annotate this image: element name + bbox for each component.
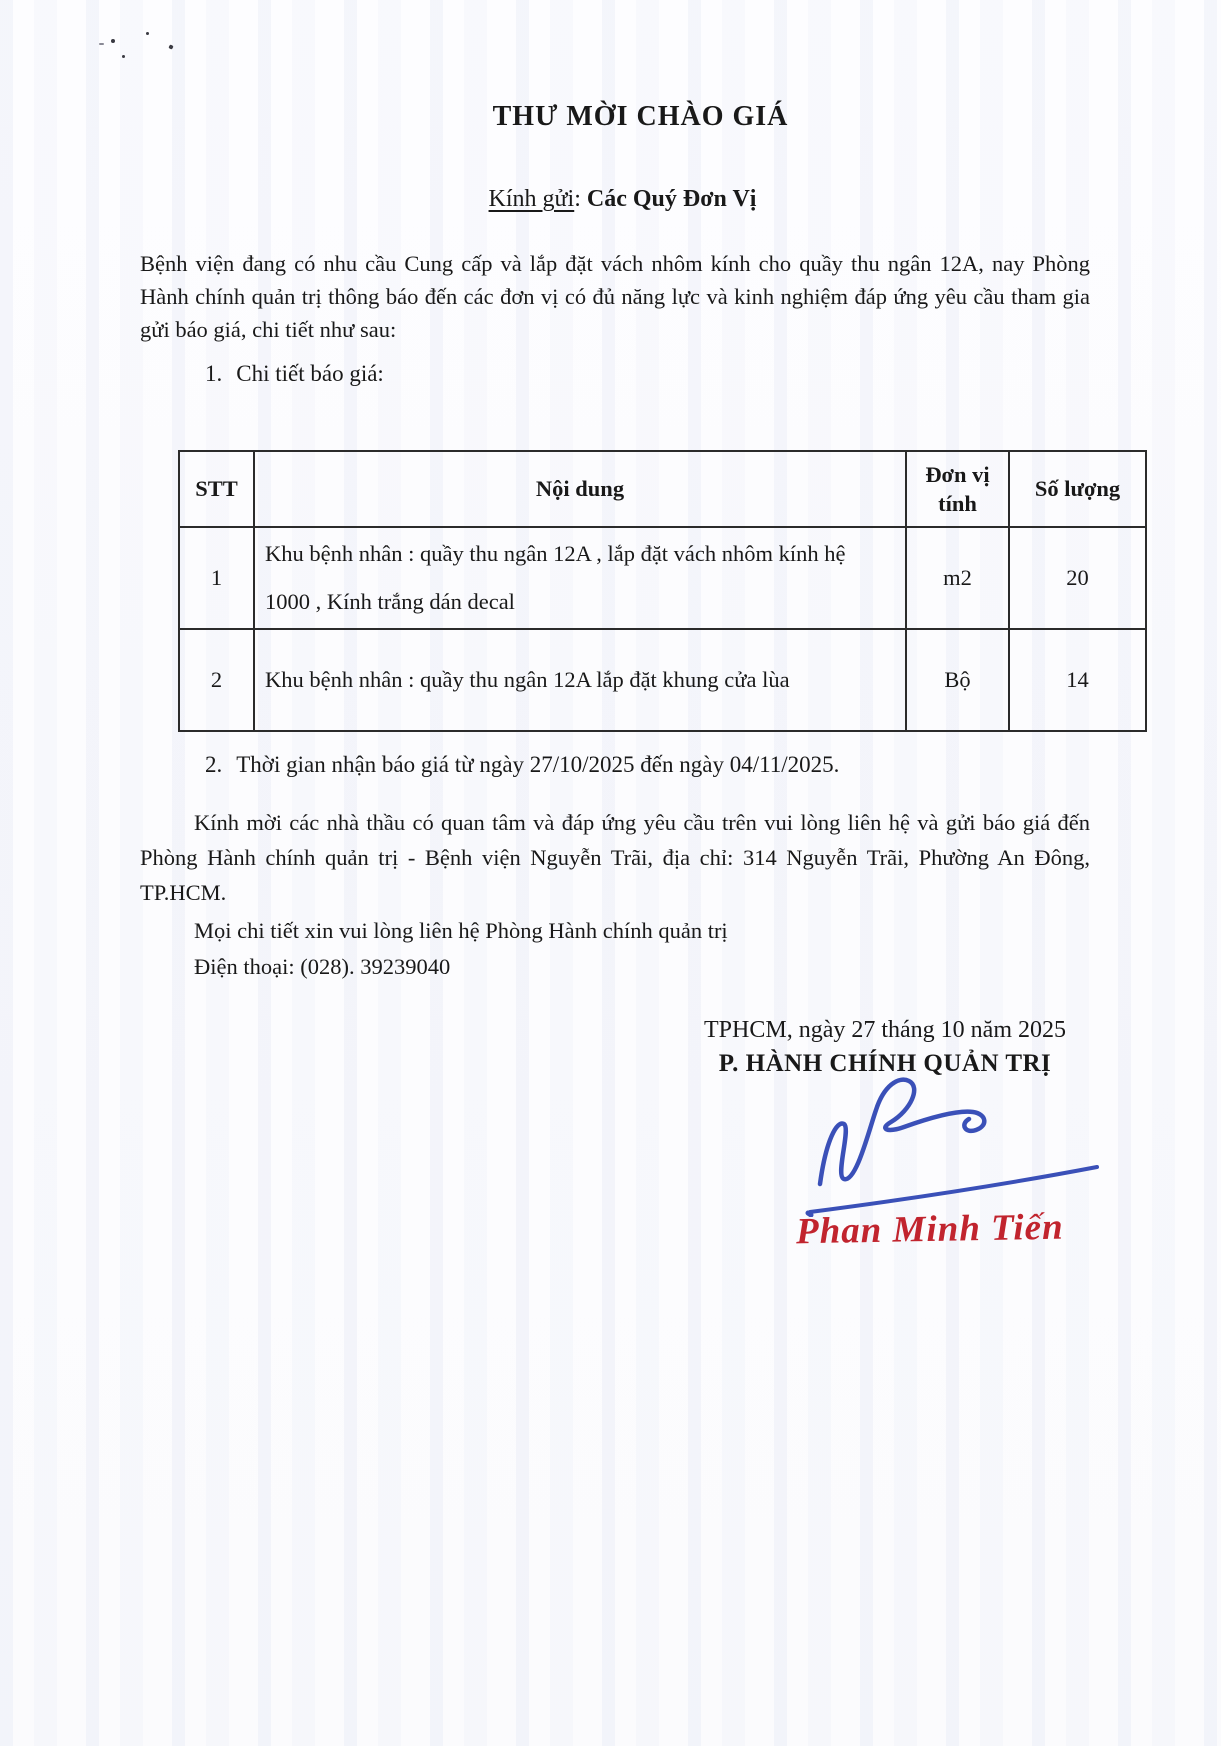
date-line: TPHCM, ngày 27 tháng 10 năm 2025 — [704, 1017, 1066, 1043]
scan-speckle — [99, 43, 104, 45]
list-item-1-text: Chi tiết báo giá: — [236, 361, 384, 386]
row2-stt: 2 — [179, 629, 254, 731]
scan-speckle — [146, 32, 149, 35]
salutation-separator: : — [574, 186, 587, 212]
list-item-2-number: 2. — [205, 752, 223, 777]
row1-stt: 1 — [179, 527, 254, 629]
header-noi-dung: Nội dung — [254, 451, 906, 527]
row1-so-luong: 20 — [1009, 527, 1146, 629]
row2-don-vi-tinh: Bộ — [906, 629, 1009, 731]
scan-speckle — [111, 39, 115, 43]
list-item-1-number: 1. — [205, 361, 223, 386]
list-item-2-text: Thời gian nhận báo giá từ ngày 27/10/2025 đến ngày 04/11/2025. — [236, 752, 840, 777]
list-item-2 — [205, 752, 1095, 778]
table-row — [179, 527, 1146, 629]
salutation-line — [12, 186, 1221, 213]
department-line: P. HÀNH CHÍNH QUẢN TRỊ — [718, 1050, 1052, 1077]
phone-line: Điện thoại: (028). 39239040 — [194, 954, 451, 979]
row1-noi-dung: Khu bệnh nhân : quầy thu ngân 12A , lắp đặt vách nhôm kính hệ 1000 , Kính trắng dán decal — [254, 527, 906, 629]
list-item-1 — [205, 361, 1095, 387]
signer-name-stamp: Phan Minh Tiến — [795, 1206, 1064, 1253]
salutation-recipient: Các Quý Đơn Vị — [586, 186, 757, 212]
salutation-label: Kính gửi — [488, 186, 575, 212]
header-don-vi-tinh: Đơn vị tính — [906, 451, 1009, 527]
table-header-row — [179, 451, 1146, 527]
row2-so-luong: 14 — [1009, 629, 1146, 731]
quote-table — [178, 450, 1147, 732]
signature-block — [640, 1017, 1130, 1078]
scan-speckle — [122, 55, 125, 58]
table-row — [179, 629, 1146, 731]
note-line: Mọi chi tiết xin vui lòng liên hệ Phòng Hành chính quản trị — [194, 918, 728, 943]
scan-speckle — [168, 44, 173, 49]
header-stt: STT — [179, 451, 254, 527]
row1-don-vi-tinh: m2 — [906, 527, 1009, 629]
row2-noi-dung: Khu bệnh nhân : quầy thu ngân 12A lắp đặt khung cửa lùa — [254, 629, 906, 731]
intro-paragraph: Bệnh viện đang có nhu cầu Cung cấp và lắp đặt vách nhôm kính cho quầy thu ngân 12A, nay Phòng Hành chính quản trị thông báo đến các đơn vị có đủ năng lực và kinh nghiệm đáp ứng yêu cầu tham gia gửi báo giá, chi tiết như sau: — [140, 251, 1090, 342]
document-title: THƯ MỜI CHÀO GIÁ — [492, 101, 789, 132]
handwritten-signature — [792, 1072, 1122, 1217]
header-so-luong: Số lượng — [1009, 451, 1146, 527]
contact-paragraph: Kính mời các nhà thầu có quan tâm và đáp ứng yêu cầu trên vui lòng liên hệ và gửi báo giá đến Phòng Hành chính quản trị - Bệnh viện Nguyễn Trãi, địa chỉ: 314 Nguyễn Trãi, Phường An Đông, TP.HCM. — [140, 810, 1090, 905]
